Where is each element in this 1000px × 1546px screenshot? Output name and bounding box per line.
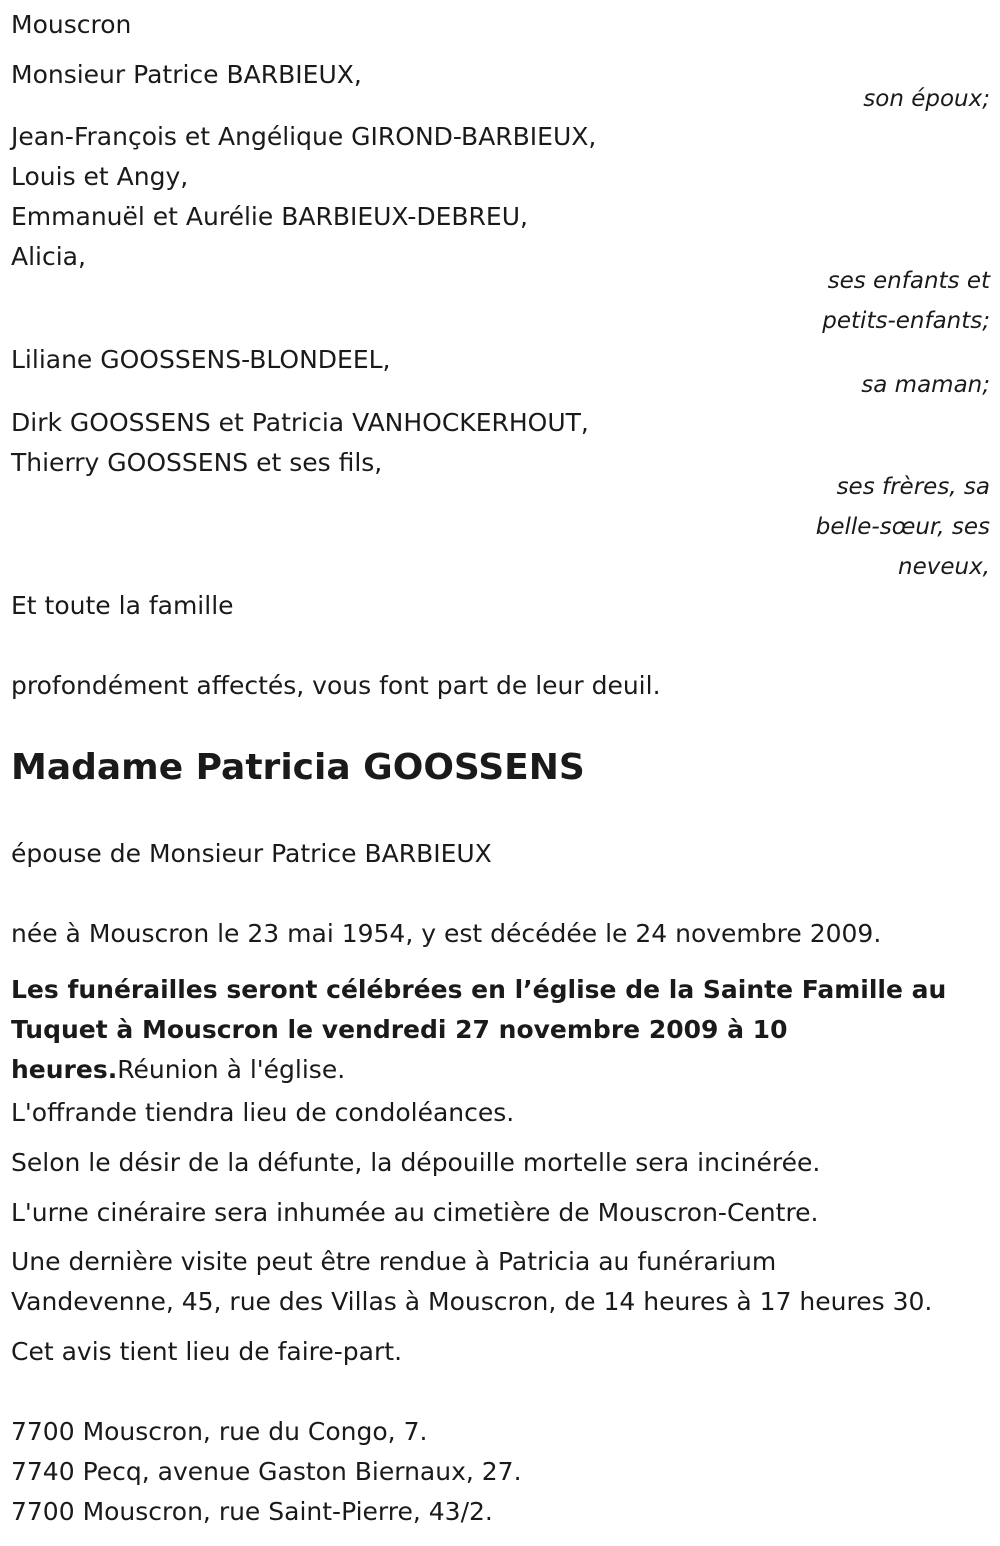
birth-death: née à Mouscron le 23 mai 1954, y est décédée le 24 novembre 2009.	[11, 919, 882, 948]
siblings-relation-line-3: neveux,	[898, 554, 990, 580]
spouse-relation: son époux;	[863, 86, 990, 112]
visit-line-1: Une dernière visite peut être rendue à Patricia au funérarium	[11, 1247, 777, 1276]
funeral-paragraph	[11, 970, 996, 1090]
closing: Cet avis tient lieu de faire-part.	[11, 1337, 403, 1366]
deceased-name: Madame Patricia GOOSSENS	[11, 747, 585, 788]
whole-family: Et toute la famille	[11, 591, 234, 620]
siblings-relation-line-2: belle-sœur, ses	[815, 514, 990, 540]
spouse-name: Monsieur Patrice BARBIEUX,	[11, 60, 362, 89]
note-urn: L'urne cinéraire sera inhumée au cimetière de Mouscron-Centre.	[11, 1198, 819, 1227]
sibling-line-1: Dirk GOOSSENS et Patricia VANHOCKERHOUT,	[11, 408, 589, 437]
place: Mouscron	[11, 10, 132, 39]
child-line-3: Emmanuël et Aurélie BARBIEUX-DEBREU,	[11, 202, 528, 231]
announcement: profondément affectés, vous font part de leur deuil.	[11, 671, 661, 700]
siblings-relation-line-1: ses frères, sa	[836, 474, 990, 500]
child-line-4: Alicia,	[11, 242, 86, 271]
children-relation-line-2: petits-enfants;	[822, 308, 990, 334]
children-relation-line-1: ses enfants et	[827, 268, 990, 294]
visit-line-2: Vandevenne, 45, rue des Villas à Mouscron, de 14 heures à 17 heures 30.	[11, 1287, 933, 1316]
child-line-2: Louis et Angy,	[11, 162, 189, 191]
mother-name: Liliane GOOSSENS-BLONDEEL,	[11, 345, 391, 374]
child-line-1: Jean-François et Angélique GIROND-BARBIEUX,	[11, 122, 597, 151]
funeral-details: Les funérailles seront célébrées en l’église de la Sainte Famille au Tuquet à Mouscron le vendredi 27 novembre 2009 à 10 heures.	[11, 975, 947, 1084]
address-1: 7700 Mouscron, rue du Congo, 7.	[11, 1417, 428, 1446]
note-cremation: Selon le désir de la défunte, la dépouille mortelle sera incinérée.	[11, 1148, 821, 1177]
address-2: 7740 Pecq, avenue Gaston Biernaux, 27.	[11, 1457, 522, 1486]
sibling-line-2: Thierry GOOSSENS et ses fils,	[11, 448, 383, 477]
note-condolences: L'offrande tiendra lieu de condoléances.	[11, 1098, 515, 1127]
meeting-text: Réunion à l'église.	[117, 1055, 346, 1084]
address-3: 7700 Mouscron, rue Saint-Pierre, 43/2.	[11, 1497, 493, 1526]
spouse-of: épouse de Monsieur Patrice BARBIEUX	[11, 839, 492, 868]
mother-relation: sa maman;	[861, 372, 990, 398]
